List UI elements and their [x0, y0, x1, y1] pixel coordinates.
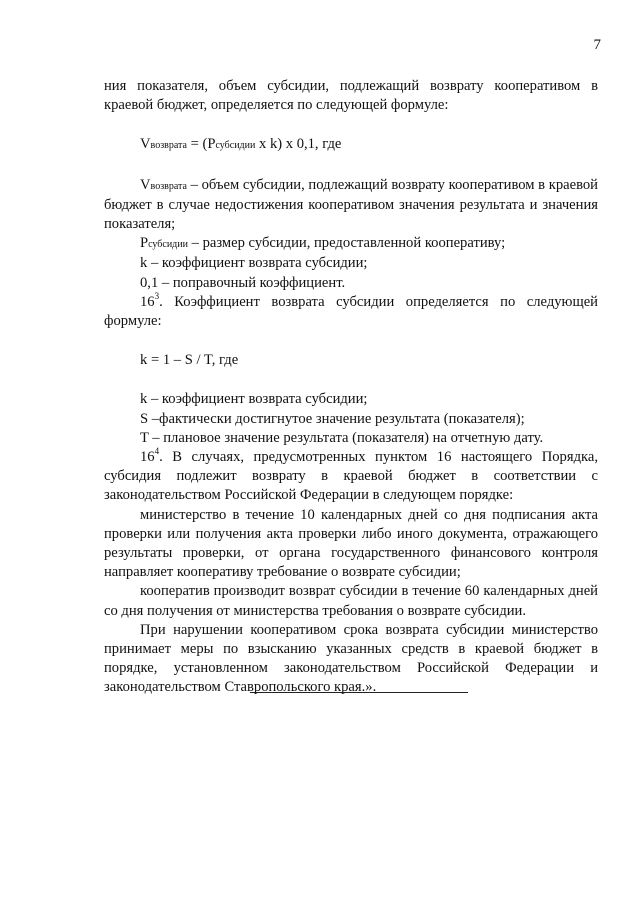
paragraph-violation: При нарушении кооперативом срока возврата субсидии министерство принимает меры по взысканию указанных средств в краевой бюджет в порядке, установленном законодательством Российской Федерации и законодательством Ставропольского края.». — [104, 621, 598, 696]
paragraph-continuation: ния показателя, объем субсидии, подлежащий возврату кооперативом в краевой бюджет, определяется по следующей формуле: — [104, 78, 598, 114]
item-16-3: $16^3$. Коэффициент возврата субсидии определяется по следующей формуле: — [104, 290, 598, 330]
formula-return-amount: Vвозврата = (Pсубсидии x k) x 0,1, где — [140, 136, 342, 153]
formula-return-coefficient: k = 1 – S / T, где — [140, 352, 239, 369]
definition-k-second: k – коэффициент возврата субсидии; — [140, 391, 368, 408]
definition-p-subsidy: Pсубсидии – размер субсидии, предоставленной кооперативу; — [140, 235, 506, 252]
procedure-step-ministry: министерство в течение 10 календарных дней со дня подписания акта проверки или получения акта проверки либо иного документа, отражающего результаты проверки, от органа государственного финансового контроля направляет кооперативу требование о возврате субсидии; — [104, 506, 598, 581]
closing-rule — [250, 692, 468, 693]
procedure-step-cooperative: кооператив производит возврат субсидии в течение 60 календарных дней со дня получения от министерства требования о возврате субсидии. — [104, 583, 598, 619]
definition-t: T – плановое значение результата (показателя) на отчетную дату. — [140, 429, 544, 446]
item-16-4: $16^4$. В случаях, предусмотренных пунктом 16 настоящего Порядка, субсидия подлежит возврату в краевой бюджет в соответствии с законодательством Российской Федерации в следующем порядке: — [104, 446, 598, 504]
definition-k: k – коэффициент возврата субсидии; — [140, 255, 368, 272]
document-body — [104, 77, 598, 698]
definition-s: S –фактически достигнутое значение результата (показателя); — [140, 410, 525, 427]
page-number: 7 — [593, 37, 601, 53]
definition-v-return: Vвозврата – объем субсидии, подлежащий возврату кооперативом в краевой бюджет в случае недостижения кооперативом значения результата и значения показателя; — [104, 176, 598, 233]
definition-correction-coefficient: 0,1 – поправочный коэффициент. — [140, 274, 346, 291]
